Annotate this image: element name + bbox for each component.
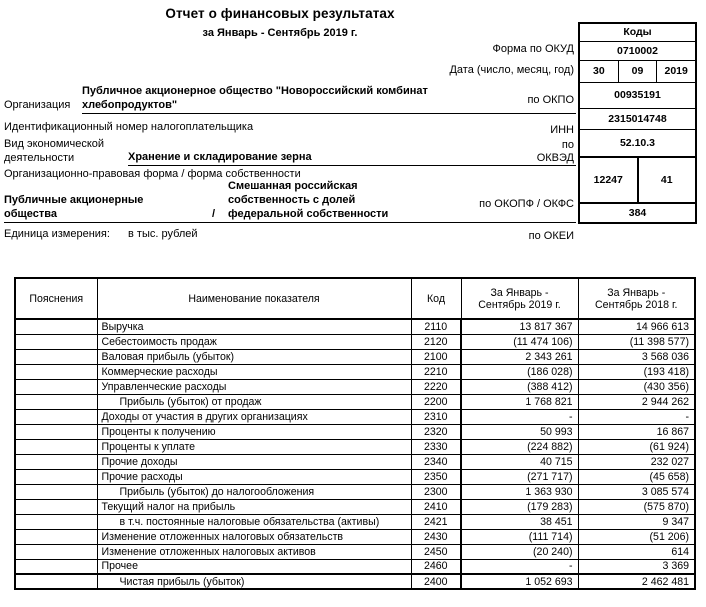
cell-value-2019: (388 412) xyxy=(461,379,578,394)
cell-value-2019: 1 363 930 xyxy=(461,484,578,499)
cell-indicator-name: Коммерческие расходы xyxy=(97,364,411,379)
cell-indicator-name: Прочее xyxy=(97,559,411,574)
okei-label: по ОКЕИ xyxy=(528,230,574,242)
ownership-line2: собственность с долей xyxy=(228,194,356,206)
cell-value-2019: - xyxy=(461,559,578,574)
cell-explanations xyxy=(15,469,97,484)
cell-code: 2330 xyxy=(411,439,461,454)
okei-value: 384 xyxy=(628,206,647,219)
col-header-indicator: Наименование показателя xyxy=(97,278,411,319)
cell-value-2019: - xyxy=(461,409,578,424)
cell-value-2018: (430 356) xyxy=(578,379,695,394)
page-title: Отчет о финансовых результатах xyxy=(165,6,395,21)
cell-indicator-name: в т.ч. постоянные налоговые обязательства (активы) xyxy=(97,514,411,529)
cell-value-2018: 2 944 262 xyxy=(578,394,695,409)
table-row xyxy=(15,499,695,514)
cell-code: 2430 xyxy=(411,529,461,544)
okved-label-line2: ОКВЭД xyxy=(536,152,574,164)
legal-form-label: Организационно-правовая форма / форма собственности xyxy=(4,168,301,180)
cell-code: 2350 xyxy=(411,469,461,484)
cell-indicator-name: Чистая прибыль (убыток) xyxy=(97,574,411,589)
col-header-code: Код xyxy=(411,278,461,319)
cell-explanations xyxy=(15,349,97,364)
cell-indicator-name: Прочие расходы xyxy=(97,469,411,484)
cell-code: 2400 xyxy=(411,574,461,589)
cell-indicator-name: Себестоимость продаж xyxy=(97,334,411,349)
cell-code: 2421 xyxy=(411,514,461,529)
cell-code: 2220 xyxy=(411,379,461,394)
table-row xyxy=(15,409,695,424)
table-row xyxy=(15,484,695,499)
col-header-explanations: Пояснения xyxy=(15,278,97,319)
table-row xyxy=(15,424,695,439)
okud-value: 0710002 xyxy=(617,44,658,57)
cell-value-2019: (20 240) xyxy=(461,544,578,559)
table-row xyxy=(15,469,695,484)
period-current-line1: За Январь - xyxy=(490,286,549,299)
activity-value: Хранение и складирование зерна xyxy=(128,151,312,163)
cell-explanations xyxy=(15,439,97,454)
cell-value-2019: (179 283) xyxy=(461,499,578,514)
table-row xyxy=(15,529,695,544)
cell-explanations xyxy=(15,559,97,574)
cell-value-2018: 2 462 481 xyxy=(578,574,695,589)
cell-explanations xyxy=(15,424,97,439)
cell-value-2018: (51 206) xyxy=(578,529,695,544)
document-title-block xyxy=(0,6,560,40)
cell-value-2019: 1 052 693 xyxy=(461,574,578,589)
table-row xyxy=(15,514,695,529)
table-row xyxy=(15,394,695,409)
cell-code: 2210 xyxy=(411,364,461,379)
cell-value-2018: 3 369 xyxy=(578,559,695,574)
cell-indicator-name: Проценты к уплате xyxy=(97,439,411,454)
cell-explanations xyxy=(15,529,97,544)
cell-explanations xyxy=(15,409,97,424)
cell-value-2019: (11 474 106) xyxy=(461,334,578,349)
cell-indicator-name: Прочие доходы xyxy=(97,454,411,469)
codes-header-row xyxy=(580,24,695,42)
table-row xyxy=(15,349,695,364)
cell-explanations xyxy=(15,574,97,589)
cell-code: 2120 xyxy=(411,334,461,349)
cell-value-2019: 40 715 xyxy=(461,454,578,469)
cell-code: 2450 xyxy=(411,544,461,559)
codes-date-row xyxy=(580,61,695,83)
cell-value-2018: (45 658) xyxy=(578,469,695,484)
cell-value-2019: 50 993 xyxy=(461,424,578,439)
date-day-value: 30 xyxy=(592,65,605,78)
cell-value-2019: 13 817 367 xyxy=(461,319,578,334)
table-row xyxy=(15,364,695,379)
cell-value-2018: - xyxy=(578,409,695,424)
taxpayer-inn-label: Идентификационный номер налогоплательщика xyxy=(4,121,254,133)
cell-value-2019: (271 717) xyxy=(461,469,578,484)
cell-value-2018: (61 924) xyxy=(578,439,695,454)
cell-value-2018: 3 085 574 xyxy=(578,484,695,499)
cell-explanations xyxy=(15,499,97,514)
inn-value: 2315014748 xyxy=(608,112,667,125)
activity-label-line1: Вид экономической xyxy=(4,138,105,150)
period-prior-line2: Сентябрь 2018 г. xyxy=(595,298,678,311)
cell-value-2018: 14 966 613 xyxy=(578,319,695,334)
col-header-period-current xyxy=(461,278,578,319)
activity-underline xyxy=(128,165,576,166)
financial-results-table xyxy=(14,277,696,590)
okopf-value: 12247 xyxy=(593,173,623,186)
ownership-line1: Смешанная российская xyxy=(228,180,358,192)
cell-indicator-name: Изменение отложенных налоговых обязательств xyxy=(97,529,411,544)
codes-okopf-okfs-row xyxy=(580,158,695,204)
codes-okei-row xyxy=(580,204,695,222)
cell-value-2019: 1 768 821 xyxy=(461,394,578,409)
cell-code: 2110 xyxy=(411,319,461,334)
activity-label-line2: деятельности xyxy=(4,152,75,164)
cell-value-2018: 614 xyxy=(578,544,695,559)
table-row xyxy=(15,544,695,559)
organization-label: Организация xyxy=(4,99,71,111)
unit-value: в тыс. рублей xyxy=(128,228,198,240)
date-label: Дата (число, месяц, год) xyxy=(449,64,574,76)
cell-code: 2410 xyxy=(411,499,461,514)
cell-value-2019: (111 714) xyxy=(461,529,578,544)
cell-indicator-name: Изменение отложенных налоговых активов xyxy=(97,544,411,559)
okved-label-line1: по xyxy=(561,139,574,151)
ownership-slash: / xyxy=(212,208,216,220)
table-row xyxy=(15,454,695,469)
okfs-value: 41 xyxy=(637,158,696,202)
unit-label: Единица измерения: xyxy=(4,228,110,240)
cell-code: 2300 xyxy=(411,484,461,499)
organization-underline xyxy=(82,113,576,114)
cell-indicator-name: Доходы от участия в других организациях xyxy=(97,409,411,424)
codes-okved-row xyxy=(580,130,695,158)
table-row xyxy=(15,574,695,589)
codes-panel xyxy=(578,22,697,224)
organization-name-line1: Публичное акционерное общество "Новороссийский комбинат xyxy=(82,85,428,97)
cell-value-2018: 16 867 xyxy=(578,424,695,439)
cell-value-2018: 9 347 xyxy=(578,514,695,529)
legal-form-underline xyxy=(4,222,576,223)
codes-okpo-row xyxy=(580,83,695,109)
cell-indicator-name: Выручка xyxy=(97,319,411,334)
page-subtitle: за Январь - Сентябрь 2019 г. xyxy=(202,27,358,39)
cell-explanations xyxy=(15,319,97,334)
cell-indicator-name: Прибыль (убыток) до налогообложения xyxy=(97,484,411,499)
table-row xyxy=(15,379,695,394)
cell-explanations xyxy=(15,334,97,349)
codes-okud-row xyxy=(580,42,695,61)
table-body xyxy=(15,319,695,589)
cell-value-2019: 2 343 261 xyxy=(461,349,578,364)
cell-value-2019: 38 451 xyxy=(461,514,578,529)
cell-code: 2100 xyxy=(411,349,461,364)
cell-indicator-name: Управленческие расходы xyxy=(97,379,411,394)
cell-code: 2320 xyxy=(411,424,461,439)
cell-value-2018: 232 027 xyxy=(578,454,695,469)
cell-value-2018: 3 568 036 xyxy=(578,349,695,364)
cell-code: 2460 xyxy=(411,559,461,574)
cell-explanations xyxy=(15,379,97,394)
date-month-value: 09 xyxy=(618,61,657,82)
okopf-okfs-label: по ОКОПФ / ОКФС xyxy=(479,198,574,210)
cell-value-2018: (11 398 577) xyxy=(578,334,695,349)
okved-value: 52.10.3 xyxy=(619,136,656,149)
cell-explanations xyxy=(15,394,97,409)
cell-explanations xyxy=(15,514,97,529)
cell-explanations xyxy=(15,454,97,469)
date-year-value: 2019 xyxy=(656,61,695,82)
cell-value-2019: (224 882) xyxy=(461,439,578,454)
cell-explanations xyxy=(15,364,97,379)
cell-value-2018: (193 418) xyxy=(578,364,695,379)
organization-name-line2: хлебопродуктов" xyxy=(82,99,178,111)
table-row xyxy=(15,334,695,349)
period-current-line2: Сентябрь 2019 г. xyxy=(478,298,561,311)
table-row xyxy=(15,439,695,454)
ownership-line3: федеральной собственности xyxy=(228,208,389,220)
inn-label: ИНН xyxy=(550,124,574,136)
cell-indicator-name: Валовая прибыль (убыток) xyxy=(97,349,411,364)
legal-form-line2: общества xyxy=(4,208,58,220)
col-header-period-prior xyxy=(578,278,695,319)
cell-code: 2200 xyxy=(411,394,461,409)
cell-indicator-name: Текущий налог на прибыль xyxy=(97,499,411,514)
codes-inn-row xyxy=(580,109,695,130)
cell-explanations xyxy=(15,544,97,559)
table-row xyxy=(15,559,695,574)
cell-explanations xyxy=(15,484,97,499)
okpo-label: по ОКПО xyxy=(527,94,574,106)
cell-code: 2310 xyxy=(411,409,461,424)
period-prior-line1: За Январь - xyxy=(607,286,666,299)
cell-value-2018: (575 870) xyxy=(578,499,695,514)
cell-indicator-name: Прибыль (убыток) от продаж xyxy=(97,394,411,409)
cell-value-2019: (186 028) xyxy=(461,364,578,379)
table-row xyxy=(15,319,695,334)
codes-header-label: Коды xyxy=(623,26,652,39)
cell-indicator-name: Проценты к получению xyxy=(97,424,411,439)
legal-form-line1: Публичные акционерные xyxy=(4,194,144,206)
okpo-value: 00935191 xyxy=(614,89,661,102)
okud-label: Форма по ОКУД xyxy=(492,43,574,55)
table-header-row xyxy=(15,278,695,319)
cell-code: 2340 xyxy=(411,454,461,469)
